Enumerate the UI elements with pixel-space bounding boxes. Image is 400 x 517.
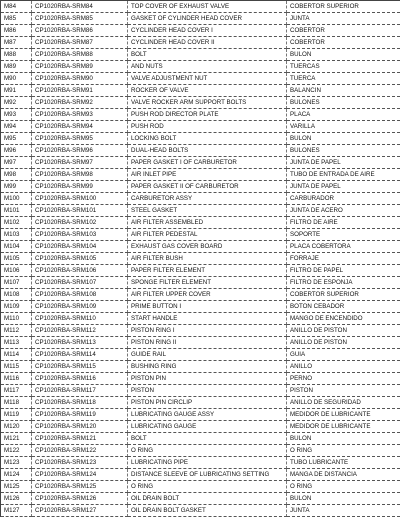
description-es-cell: TUERCAS: [287, 61, 400, 73]
description-es-cell: ANILLO DE SEGURIDAD: [287, 397, 400, 409]
description-es-cell: MEDIDOR DE LUBRICANTE: [287, 421, 400, 433]
part-number-cell: M104: [1, 241, 32, 253]
part-number-cell: M113: [1, 337, 32, 349]
part-number-cell: M124: [1, 469, 32, 481]
table-row: [1, 73, 400, 85]
description-es-cell: JUNTA DE ACERO: [287, 205, 400, 217]
part-code-cell: CP1020RBA-SRM105: [32, 253, 128, 265]
part-number-cell: M102: [1, 217, 32, 229]
part-number-cell: M115: [1, 361, 32, 373]
part-number-cell: M110: [1, 313, 32, 325]
table-row: [1, 109, 400, 121]
description-es-cell: BULON: [287, 433, 400, 445]
table-row: [1, 85, 400, 97]
part-code-cell: CP1020RBA-SRM115: [32, 361, 128, 373]
table-row: [1, 481, 400, 493]
part-code-cell: CP1020RBA-SRM108: [32, 289, 128, 301]
part-number-cell: M87: [1, 37, 32, 49]
part-number-cell: M95: [1, 133, 32, 145]
part-code-cell: CP1020RBA-SRM84: [32, 1, 128, 13]
description-en-cell: PISTON PIN CIRCLIP: [128, 397, 287, 409]
description-es-cell: COBERTOR SUPERIOR: [287, 1, 400, 13]
table-row: [1, 445, 400, 457]
part-code-cell: CP1020RBA-SRM110: [32, 313, 128, 325]
part-code-cell: CP1020RBA-SRM92: [32, 97, 128, 109]
description-es-cell: JUNTA: [287, 505, 400, 517]
description-es-cell: SOPORTE: [287, 229, 400, 241]
part-code-cell: CP1020RBA-SRM85: [32, 13, 128, 25]
part-number-cell: M105: [1, 253, 32, 265]
part-number-cell: M118: [1, 397, 32, 409]
description-es-cell: BULONES: [287, 145, 400, 157]
description-en-cell: PISTON: [128, 385, 287, 397]
description-en-cell: STEEL GASKET: [128, 205, 287, 217]
table-row: [1, 25, 400, 37]
description-es-cell: O RING: [287, 481, 400, 493]
description-es-cell: MANGA DE DISTANCIA: [287, 469, 400, 481]
description-es-cell: BOTON CEBADOR: [287, 301, 400, 313]
description-es-cell: MEDIDOR DE LUBRICANTE: [287, 409, 400, 421]
part-code-cell: CP1020RBA-SRM106: [32, 265, 128, 277]
description-en-cell: PUSH ROD: [128, 121, 287, 133]
part-code-cell: CP1020RBA-SRM127: [32, 505, 128, 517]
description-en-cell: CYCLINDER HEAD COVER I: [128, 25, 287, 37]
description-en-cell: DISTANCE SLEEVE OF LUBRICATING SETTING: [128, 469, 287, 481]
part-number-cell: M88: [1, 49, 32, 61]
table-row: [1, 217, 400, 229]
table-row: [1, 265, 400, 277]
description-es-cell: TUERCA: [287, 73, 400, 85]
description-es-cell: JUNTA: [287, 13, 400, 25]
table-row: [1, 385, 400, 397]
table-row: [1, 13, 400, 25]
part-code-cell: CP1020RBA-SRM87: [32, 37, 128, 49]
part-code-cell: CP1020RBA-SRM99: [32, 181, 128, 193]
part-code-cell: CP1020RBA-SRM116: [32, 373, 128, 385]
table-row: [1, 493, 400, 505]
part-number-cell: M93: [1, 109, 32, 121]
part-code-cell: CP1020RBA-SRM122: [32, 445, 128, 457]
table-row: [1, 325, 400, 337]
description-es-cell: MANGO DE ENCENDIDO: [287, 313, 400, 325]
table-row: [1, 505, 400, 517]
part-code-cell: CP1020RBA-SRM126: [32, 493, 128, 505]
parts-table-body: [1, 1, 400, 517]
part-number-cell: M89: [1, 61, 32, 73]
part-number-cell: M106: [1, 265, 32, 277]
table-row: [1, 49, 400, 61]
part-number-cell: M84: [1, 1, 32, 13]
description-es-cell: JUNTA DE PAPEL: [287, 181, 400, 193]
description-es-cell: COBERTOR: [287, 37, 400, 49]
description-es-cell: TUBO DE ENTRADA DE AIRE: [287, 169, 400, 181]
part-code-cell: CP1020RBA-SRM90: [32, 73, 128, 85]
description-es-cell: GUIA: [287, 349, 400, 361]
description-en-cell: PISTON PIN: [128, 373, 287, 385]
description-es-cell: ANILLO DE PISTON: [287, 325, 400, 337]
description-es-cell: TUBO LUBRICANTE: [287, 457, 400, 469]
table-row: [1, 337, 400, 349]
part-code-cell: CP1020RBA-SRM100: [32, 193, 128, 205]
description-en-cell: BOLT: [128, 433, 287, 445]
description-es-cell: JUNTA DE PAPEL: [287, 157, 400, 169]
description-es-cell: COBERTOR: [287, 25, 400, 37]
description-en-cell: PISTON RING I: [128, 325, 287, 337]
table-row: [1, 277, 400, 289]
table-row: [1, 421, 400, 433]
description-es-cell: FORRAJE: [287, 253, 400, 265]
description-en-cell: AND NUTS: [128, 61, 287, 73]
description-en-cell: PUSH ROD DIRECTOR PLATE: [128, 109, 287, 121]
part-number-cell: M85: [1, 13, 32, 25]
description-en-cell: OIL DRAIN BOLT GASKET: [128, 505, 287, 517]
part-code-cell: CP1020RBA-SRM112: [32, 325, 128, 337]
description-en-cell: PAPER GASKET II OF CARBURETOR: [128, 181, 287, 193]
part-code-cell: CP1020RBA-SRM123: [32, 457, 128, 469]
description-en-cell: TOP COVER OF EXHAUST VALVE: [128, 1, 287, 13]
description-en-cell: VALVE ROCKER ARM SUPPORT BOLTS: [128, 97, 287, 109]
table-row: [1, 37, 400, 49]
description-en-cell: AIR FILTER BUSH: [128, 253, 287, 265]
part-code-cell: CP1020RBA-SRM94: [32, 121, 128, 133]
part-number-cell: M92: [1, 97, 32, 109]
part-number-cell: M121: [1, 433, 32, 445]
part-number-cell: M91: [1, 85, 32, 97]
description-es-cell: FILTRO DE AIRE: [287, 217, 400, 229]
description-es-cell: VARILLA: [287, 121, 400, 133]
description-en-cell: CYCLINDER HEAD COVER II: [128, 37, 287, 49]
table-row: [1, 373, 400, 385]
table-row: [1, 181, 400, 193]
part-code-cell: CP1020RBA-SRM89: [32, 61, 128, 73]
description-es-cell: PISTON: [287, 385, 400, 397]
part-code-cell: CP1020RBA-SRM117: [32, 385, 128, 397]
description-en-cell: CARBURETOR ASSY: [128, 193, 287, 205]
table-row: [1, 289, 400, 301]
description-en-cell: BUSHING RING: [128, 361, 287, 373]
table-row: [1, 133, 400, 145]
description-en-cell: VALVE ADJUSTMENT NUT: [128, 73, 287, 85]
table-row: [1, 241, 400, 253]
part-code-cell: CP1020RBA-SRM119: [32, 409, 128, 421]
description-en-cell: LOCKING BOLT: [128, 133, 287, 145]
description-en-cell: O RING: [128, 481, 287, 493]
part-number-cell: M126: [1, 493, 32, 505]
table-row: [1, 433, 400, 445]
description-en-cell: EXHAUST GAS COVER BOARD: [128, 241, 287, 253]
table-row: [1, 1, 400, 13]
part-number-cell: M100: [1, 193, 32, 205]
table-row: [1, 301, 400, 313]
description-es-cell: FILTRO DE PAPEL: [287, 265, 400, 277]
description-en-cell: LUBRICATING GAUGE: [128, 421, 287, 433]
part-code-cell: CP1020RBA-SRM104: [32, 241, 128, 253]
part-code-cell: CP1020RBA-SRM101: [32, 205, 128, 217]
part-number-cell: M96: [1, 145, 32, 157]
part-number-cell: M107: [1, 277, 32, 289]
description-es-cell: FILTRO DE ESPONJA: [287, 277, 400, 289]
part-number-cell: M109: [1, 301, 32, 313]
description-es-cell: BULONES: [287, 97, 400, 109]
part-code-cell: CP1020RBA-SRM95: [32, 133, 128, 145]
description-en-cell: SPONGE FILTER ELEMENT: [128, 277, 287, 289]
description-es-cell: O RING: [287, 445, 400, 457]
description-es-cell: ANILLO DE PISTON: [287, 337, 400, 349]
description-en-cell: AIR FILTER UPPER COVER: [128, 289, 287, 301]
description-en-cell: ROCKER OF VALVE: [128, 85, 287, 97]
part-number-cell: M119: [1, 409, 32, 421]
description-en-cell: AIR FILTER PEDESTAL: [128, 229, 287, 241]
part-code-cell: CP1020RBA-SRM91: [32, 85, 128, 97]
part-number-cell: M108: [1, 289, 32, 301]
part-number-cell: M101: [1, 205, 32, 217]
table-row: [1, 205, 400, 217]
table-row: [1, 409, 400, 421]
part-number-cell: M112: [1, 325, 32, 337]
part-number-cell: M90: [1, 73, 32, 85]
description-es-cell: BULON: [287, 49, 400, 61]
description-en-cell: START HANDLE: [128, 313, 287, 325]
table-row: [1, 253, 400, 265]
table-row: [1, 313, 400, 325]
part-number-cell: M127: [1, 505, 32, 517]
part-code-cell: CP1020RBA-SRM125: [32, 481, 128, 493]
part-code-cell: CP1020RBA-SRM93: [32, 109, 128, 121]
description-en-cell: BOLT: [128, 49, 287, 61]
description-en-cell: O RING: [128, 445, 287, 457]
description-es-cell: ANILLO: [287, 361, 400, 373]
part-number-cell: M123: [1, 457, 32, 469]
table-row: [1, 229, 400, 241]
part-code-cell: CP1020RBA-SRM107: [32, 277, 128, 289]
part-number-cell: M117: [1, 385, 32, 397]
part-code-cell: CP1020RBA-SRM103: [32, 229, 128, 241]
table-row: [1, 61, 400, 73]
description-es-cell: BALANCIN: [287, 85, 400, 97]
part-code-cell: CP1020RBA-SRM97: [32, 157, 128, 169]
part-number-cell: M98: [1, 169, 32, 181]
part-number-cell: M103: [1, 229, 32, 241]
part-code-cell: CP1020RBA-SRM114: [32, 349, 128, 361]
description-en-cell: AIR INLET PIPE: [128, 169, 287, 181]
description-en-cell: PRIME BUTTON I: [128, 301, 287, 313]
part-number-cell: M97: [1, 157, 32, 169]
part-number-cell: M122: [1, 445, 32, 457]
table-row: [1, 121, 400, 133]
description-es-cell: PERNO: [287, 373, 400, 385]
part-code-cell: CP1020RBA-SRM88: [32, 49, 128, 61]
description-es-cell: BULON: [287, 133, 400, 145]
table-row: [1, 157, 400, 169]
part-code-cell: CP1020RBA-SRM98: [32, 169, 128, 181]
part-code-cell: CP1020RBA-SRM113: [32, 337, 128, 349]
part-number-cell: M114: [1, 349, 32, 361]
table-row: [1, 469, 400, 481]
description-en-cell: GUIDE RAIL: [128, 349, 287, 361]
part-code-cell: CP1020RBA-SRM96: [32, 145, 128, 157]
table-row: [1, 193, 400, 205]
part-code-cell: CP1020RBA-SRM86: [32, 25, 128, 37]
table-row: [1, 145, 400, 157]
description-en-cell: AIR FILTER ASSEMBLED: [128, 217, 287, 229]
description-es-cell: COBERTOR SUPERIOR: [287, 289, 400, 301]
part-number-cell: M116: [1, 373, 32, 385]
description-es-cell: PLACA: [287, 109, 400, 121]
part-code-cell: CP1020RBA-SRM118: [32, 397, 128, 409]
description-es-cell: BULON: [287, 493, 400, 505]
part-number-cell: M99: [1, 181, 32, 193]
table-row: [1, 457, 400, 469]
description-en-cell: LUBRICATING GAUGE ASSY: [128, 409, 287, 421]
description-en-cell: GASKET OF CYLINDER HEAD COVER: [128, 13, 287, 25]
description-en-cell: PAPER FILTER ELEMENT: [128, 265, 287, 277]
part-code-cell: CP1020RBA-SRM120: [32, 421, 128, 433]
table-row: [1, 169, 400, 181]
description-en-cell: DUAL-HEAD BOLTS: [128, 145, 287, 157]
table-row: [1, 361, 400, 373]
part-code-cell: CP1020RBA-SRM121: [32, 433, 128, 445]
part-code-cell: CP1020RBA-SRM124: [32, 469, 128, 481]
part-number-cell: M120: [1, 421, 32, 433]
description-en-cell: OIL DRAIN BOLT: [128, 493, 287, 505]
table-row: [1, 397, 400, 409]
description-es-cell: CARBURADOR: [287, 193, 400, 205]
table-row: [1, 97, 400, 109]
part-number-cell: M94: [1, 121, 32, 133]
part-number-cell: M86: [1, 25, 32, 37]
description-en-cell: LUBRICATING PIPE: [128, 457, 287, 469]
part-code-cell: CP1020RBA-SRM102: [32, 217, 128, 229]
description-en-cell: PISTON RING II: [128, 337, 287, 349]
part-number-cell: M125: [1, 481, 32, 493]
table-row: [1, 349, 400, 361]
description-en-cell: PAPER GASKET I OF CARBURETOR: [128, 157, 287, 169]
description-es-cell: PLACA COBERTORA: [287, 241, 400, 253]
part-code-cell: CP1020RBA-SRM109: [32, 301, 128, 313]
